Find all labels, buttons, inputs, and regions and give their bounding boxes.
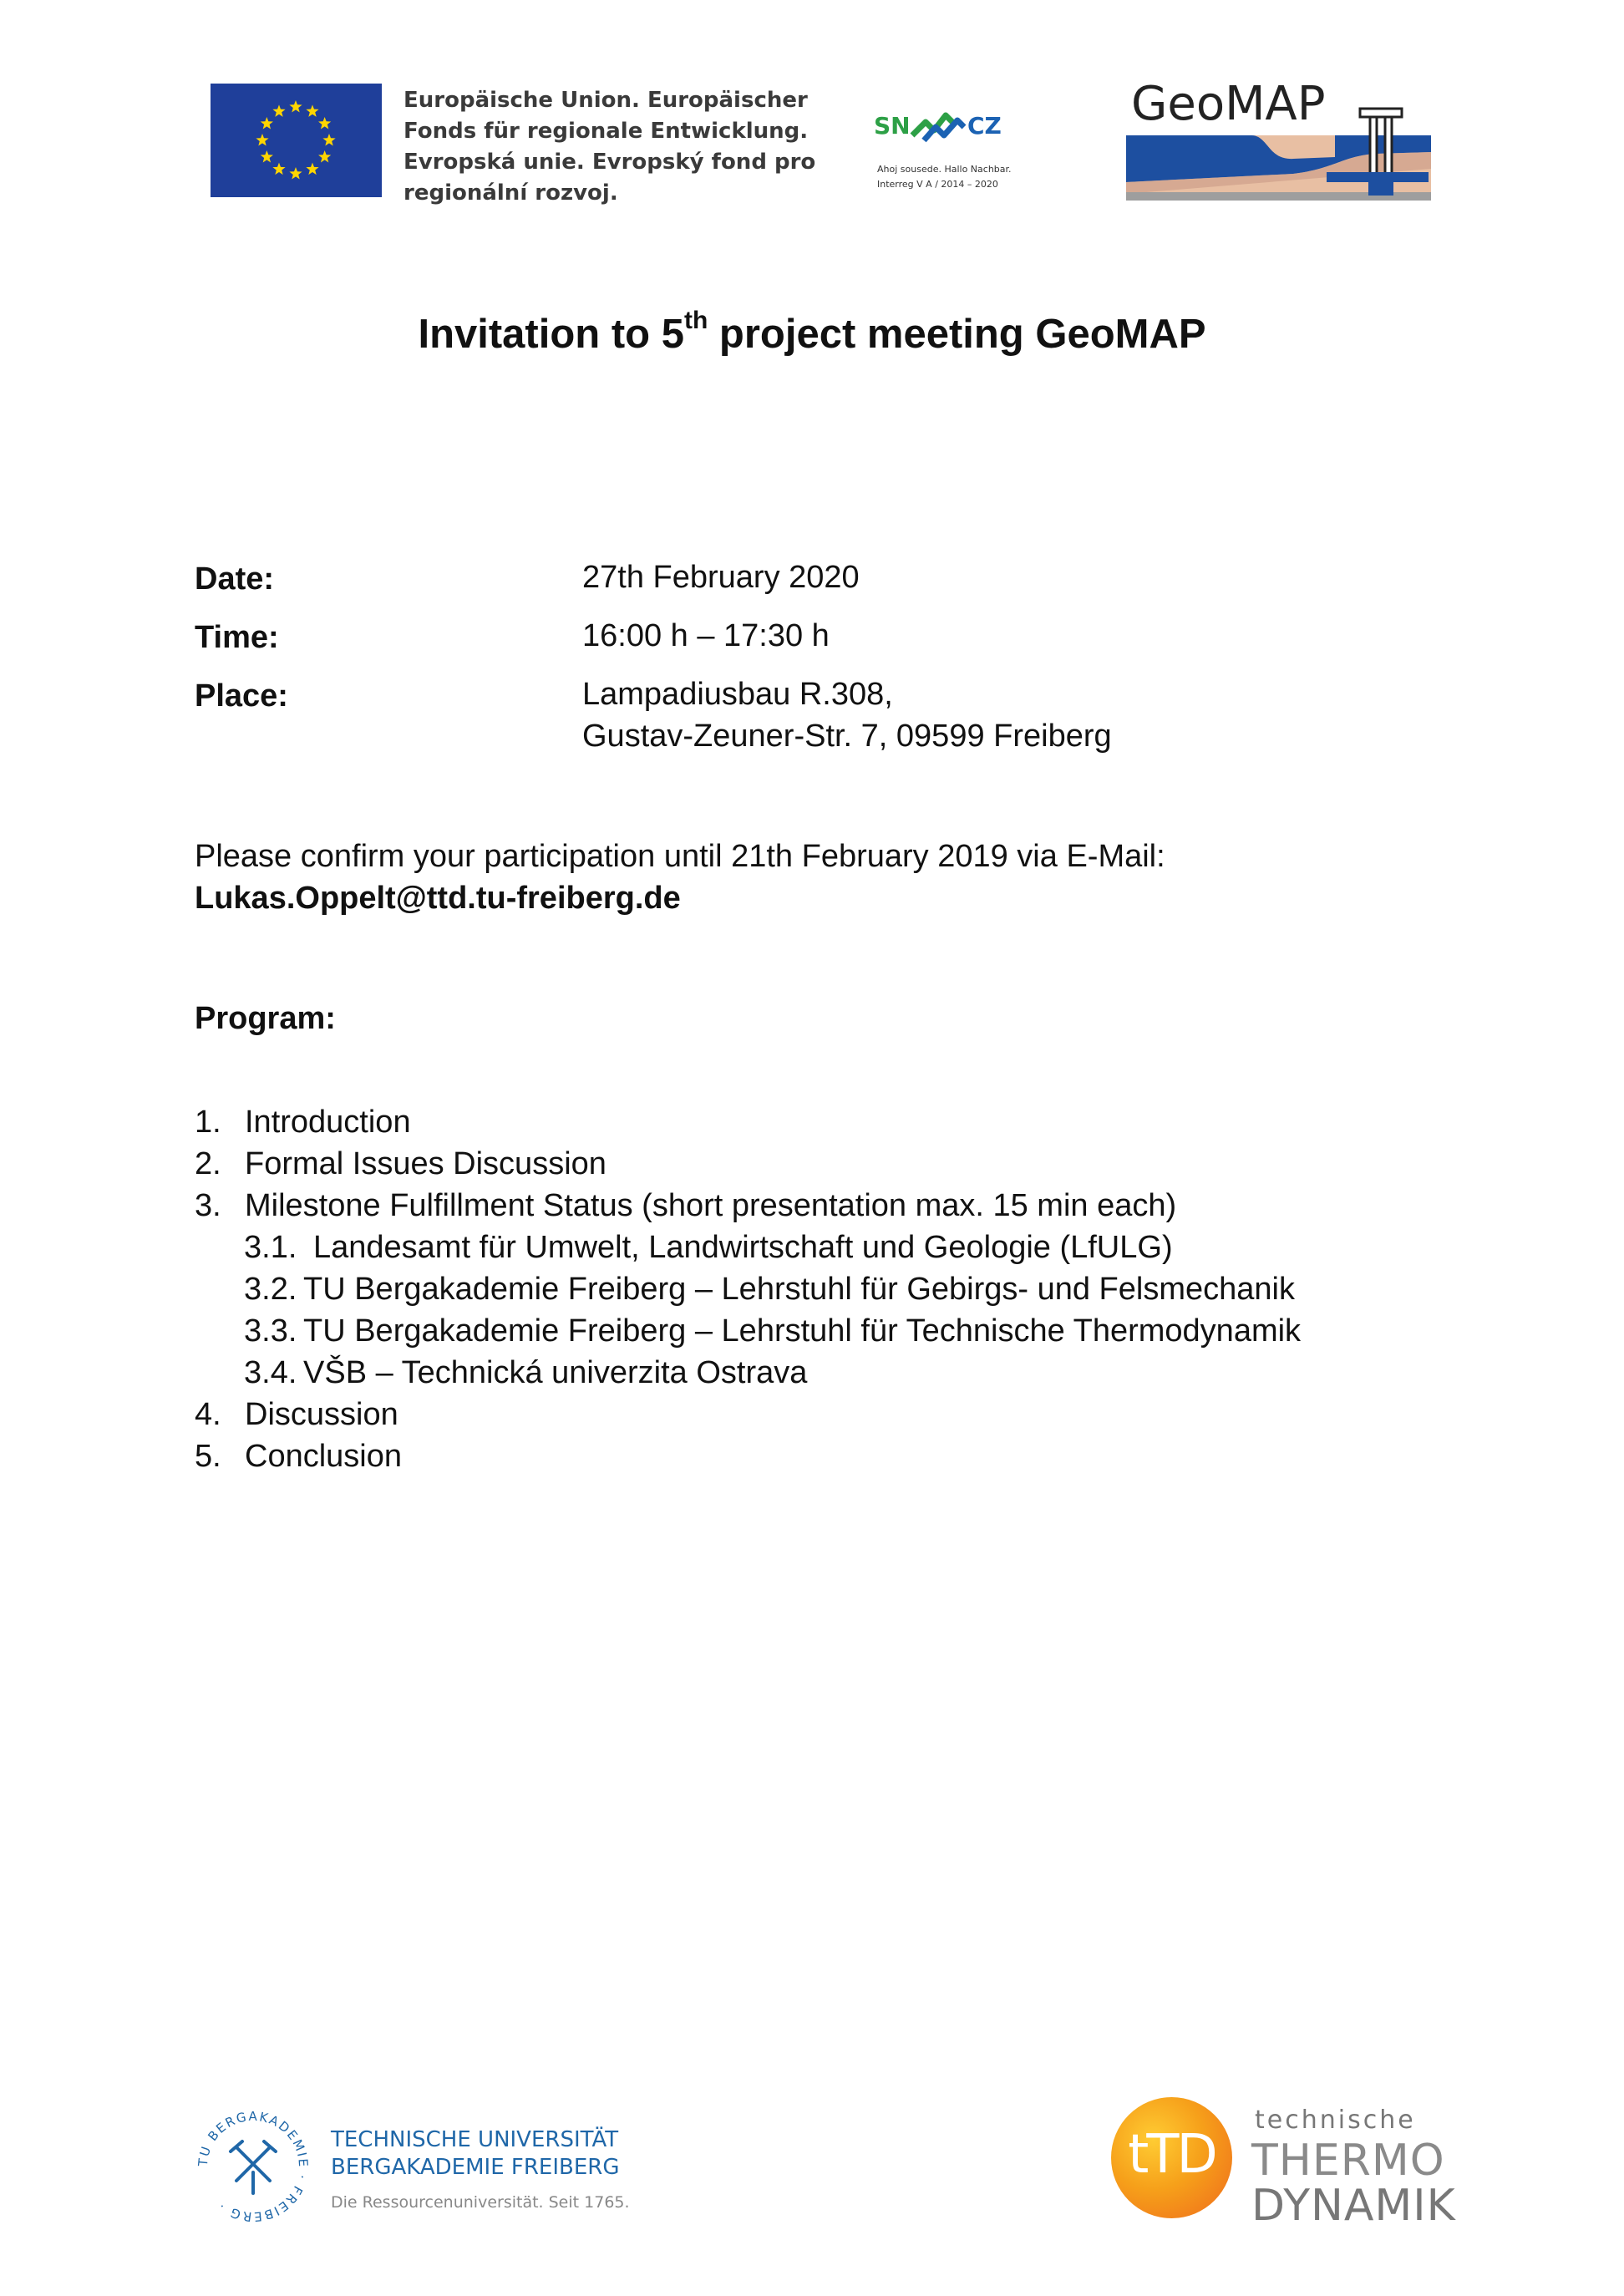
svg-text:TU BERGAKADEMIE · FREIBERG ·: [195, 2109, 312, 2224]
ttd-wordmark-line-2: THERMO: [1251, 2136, 1445, 2186]
ttd-wordmark-line-3: DYNAMIK: [1251, 2181, 1456, 2231]
rsvp-email-link[interactable]: Lukas.Oppelt@ttd.tu-freiberg.de: [195, 881, 681, 916]
tu-name-line-2: BERGAKADEMIE FREIBERG: [331, 2155, 620, 2180]
item-number: 2.: [195, 1146, 221, 1181]
place-line-1: Lampadiusbau R.308,: [582, 677, 893, 712]
interreg-cz: CZ: [967, 112, 1002, 140]
item-number: 3.: [195, 1188, 221, 1223]
geomap-logo: [1126, 77, 1435, 202]
item-number: 4.: [195, 1397, 221, 1432]
place-line-2: Gustav-Zeuner-Str. 7, 09599 Freiberg: [582, 719, 1112, 754]
ttd-mark: tTD: [1128, 2124, 1215, 2186]
item-number: 5.: [195, 1439, 221, 1474]
tu-name: [331, 2126, 619, 2182]
time-value: 16:00 h – 17:30 h: [582, 618, 830, 653]
item-text: Milestone Fulfillment Status (short presentation max. 15 min each): [245, 1188, 1177, 1223]
eu-text-line: Evropská unie. Evropský fond pro: [403, 150, 816, 175]
eu-text-line: Fonds für regionale Entwicklung.: [403, 119, 809, 144]
program-heading: Program:: [195, 1001, 336, 1036]
subitem-text: TU Bergakademie Freiberg – Lehrstuhl für Technische Thermodynamik: [303, 1313, 1302, 1349]
item-text: Introduction: [245, 1105, 411, 1140]
item-text: Discussion: [245, 1397, 398, 1432]
rsvp-text: Please confirm your participation until 21th February 2019 via E-Mail:: [195, 839, 1165, 874]
subitem-number: 3.4.: [244, 1355, 297, 1390]
page-title: [0, 306, 1624, 358]
eu-flag-icon: [211, 84, 382, 197]
place-value: [582, 673, 1112, 757]
place-label: Place:: [195, 678, 288, 714]
title-text: Invitation to 5: [418, 312, 684, 357]
interreg-tagline-line: Ahoj sousede. Hallo Nachbar.: [877, 164, 1012, 175]
subitem-number: 3.3.: [244, 1313, 297, 1349]
interreg-mark-icon: [909, 107, 967, 149]
interreg-program-line: Interreg V A / 2014 – 2020: [877, 179, 998, 190]
item-text: Formal Issues Discussion: [245, 1146, 606, 1181]
eu-funding-text: [403, 85, 816, 209]
eu-logo: [211, 84, 854, 206]
time-label: Time:: [195, 620, 279, 655]
item-number: 1.: [195, 1105, 221, 1140]
geomap-wordmark: GeoMAP: [1131, 77, 1326, 131]
subitem-number: 3.1.: [244, 1230, 297, 1265]
rsvp-paragraph: [195, 836, 1165, 919]
ttd-circle-icon: [1111, 2097, 1232, 2218]
interreg-sn: SN: [874, 112, 911, 140]
title-superscript: th: [683, 306, 708, 334]
date-value: 27th February 2020: [582, 560, 860, 595]
tu-name-line-1: TECHNISCHE UNIVERSITÄT: [331, 2127, 619, 2152]
subitem-text: VŠB – Technická univerzita Ostrava: [303, 1355, 808, 1390]
eu-text-line: regionální rozvoj.: [403, 180, 618, 206]
tu-slogan: Die Ressourcenuniversität. Seit 1765.: [331, 2193, 630, 2212]
title-text-rest: project meeting GeoMAP: [708, 312, 1206, 357]
eu-text-line: Europäische Union. Europäischer: [403, 88, 808, 113]
interreg-tagline: [877, 162, 1012, 192]
subitem-text: TU Bergakademie Freiberg – Lehrstuhl für Gebirgs- und Felsmechanik: [303, 1272, 1295, 1307]
item-text: Conclusion: [245, 1439, 402, 1474]
ttd-logo: [1111, 2097, 1456, 2231]
interreg-logo: [874, 107, 1016, 196]
tu-freiberg-logo: [190, 2101, 630, 2227]
subitem-number: 3.2.: [244, 1272, 297, 1307]
tu-seal-text: TU BERGAKADEMIE · FREIBERG ·: [195, 2108, 312, 2225]
tu-seal-icon: [190, 2101, 316, 2227]
date-label: Date:: [195, 561, 275, 597]
subitem-text: Landesamt für Umwelt, Landwirtschaft und Geologie (LfULG): [313, 1230, 1173, 1265]
ttd-wordmark-line-1: technische: [1255, 2106, 1416, 2135]
